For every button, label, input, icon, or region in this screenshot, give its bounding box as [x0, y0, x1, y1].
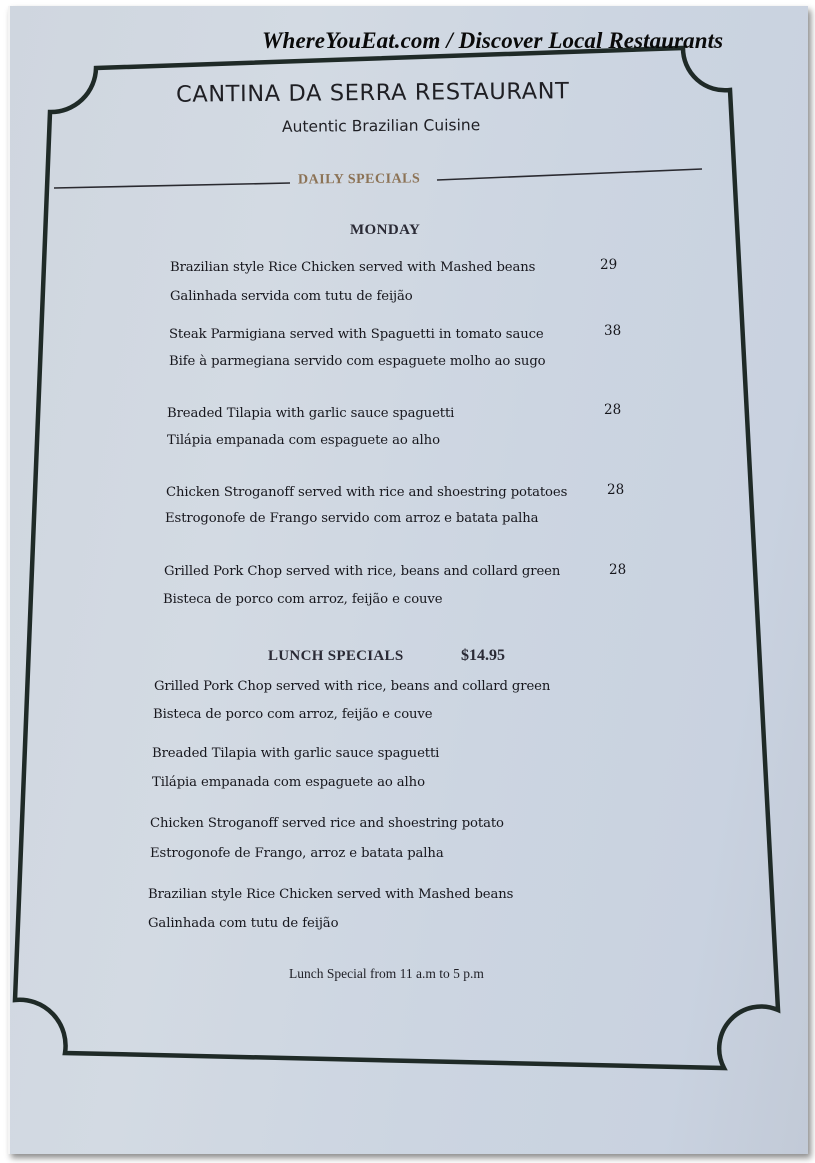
item-name-en: Chicken Stroganoff served rice and shoestring potato	[150, 816, 504, 831]
item-name-en: Grilled Pork Chop served with rice, beans and collard green	[164, 564, 561, 579]
item-name-pt: Galinhada com tutu de feijão	[148, 916, 339, 931]
item-price: 28	[607, 482, 625, 498]
item-name-pt: Bife à parmegiana servido com espaguete molho ao sugo	[169, 354, 546, 369]
item-name-pt: Tilápia empanada com espaguete ao alho	[152, 775, 425, 790]
daily-specials-title: DAILY SPECIALS	[297, 171, 421, 188]
item-price: 28	[604, 402, 622, 418]
item-name-pt: Estrogonofe de Frango servido com arroz e batata palha	[165, 511, 539, 526]
lunch-specials-title: LUNCH SPECIALS	[268, 648, 404, 664]
item-price: 29	[600, 257, 618, 273]
restaurant-name: CANTINA DA SERRA RESTAURANT	[175, 78, 570, 108]
item-name-pt: Tilápia empanada com espaguete ao alho	[167, 433, 440, 448]
item-name-en: Chicken Stroganoff served with rice and shoestring potatoes	[166, 485, 568, 500]
site-watermark: WhereYouEat.com / Discover Local Restaurants	[262, 28, 724, 53]
lunch-hours-note: Lunch Special from 11 a.m to 5 p.m	[289, 966, 484, 981]
item-name-en: Brazilian style Rice Chicken served with Mashed beans	[148, 887, 514, 902]
lunch-specials-price: $14.95	[461, 647, 505, 664]
item-name-en: Breaded Tilapia with garlic sauce spaguetti	[167, 406, 455, 421]
item-price: 28	[609, 562, 627, 578]
item-name-en: Steak Parmigiana served with Spaguetti in tomato sauce	[169, 327, 544, 342]
item-name-pt: Bisteca de porco com arroz, feijão e couve	[153, 707, 433, 722]
item-name-pt: Bisteca de porco com arroz, feijão e couve	[163, 592, 443, 607]
item-name-en: Brazilian style Rice Chicken served with Mashed beans	[170, 260, 536, 275]
item-name-pt: Estrogonofe de Frango, arroz e batata palha	[150, 846, 444, 861]
restaurant-tagline: Autentic Brazilian Cuisine	[281, 116, 481, 136]
item-name-pt: Galinhada servida com tutu de feijão	[170, 289, 413, 304]
item-price: 38	[604, 323, 622, 339]
day-heading: MONDAY	[350, 222, 421, 238]
item-name-en: Grilled Pork Chop served with rice, beans and collard green	[154, 679, 551, 694]
item-name-en: Breaded Tilapia with garlic sauce spaguetti	[152, 746, 440, 761]
